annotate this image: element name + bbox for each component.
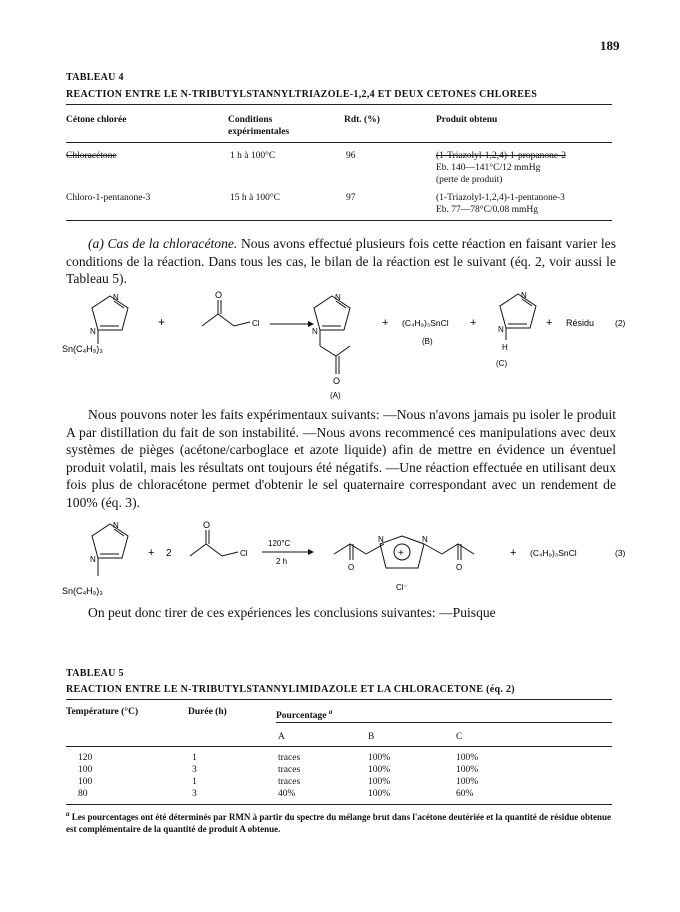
imidazole-reactant-eq3 — [92, 524, 128, 576]
eq3-cl-minus: Cl⁻ — [396, 583, 408, 592]
table5-caption: TABLEAU 5 — [66, 668, 124, 679]
eq2-n1: N — [113, 293, 119, 302]
table5-row3-c: 100% — [456, 777, 479, 787]
eq2-residue: Résidu — [566, 318, 595, 328]
eq2-o2: O — [333, 376, 341, 386]
eq3-n3: N — [378, 535, 384, 544]
eq2-label-a: (A) — [330, 391, 341, 400]
table4-title: REACTION ENTRE LE N-TRIBUTYLSTANNYLTRIAZOLE-1,2,4 ET DEUX CETONES CHLOREES — [66, 89, 538, 100]
table5-subheader-c: C — [456, 732, 463, 742]
table4-header-rule — [66, 142, 612, 143]
eq3-arrowhead — [308, 549, 314, 555]
table5-row3-duration: 1 — [192, 777, 197, 787]
eq3-temp: 120°C — [268, 539, 291, 548]
table4-row1-product-line3: (perte de produit) — [436, 175, 503, 185]
paragraph-3 — [66, 604, 616, 622]
table5-footnote-mark: a — [328, 708, 333, 716]
table5-header-percent: Pourcentage $^a$ — [276, 708, 333, 722]
eq3-coef: 2 — [166, 548, 172, 559]
table4-top-rule — [66, 104, 612, 105]
table4-header-yield: Rdt. (%) — [344, 115, 380, 125]
table5-row2-c: 100% — [456, 765, 479, 775]
table5-footnote-mark-2: a — [66, 810, 70, 818]
paragraph-2 — [66, 406, 616, 511]
paragraph-1 — [66, 235, 616, 288]
eq3-o1: O — [203, 520, 211, 530]
table5-row1-temp: 120 — [78, 753, 93, 763]
table5-bottom-rule — [66, 804, 612, 805]
table4-header-product: Produit obtenu — [436, 115, 498, 125]
chloroacetone — [202, 300, 250, 326]
eq3-n2: N — [90, 555, 96, 564]
eq3-plus2: + — [510, 547, 517, 559]
imidazole-reactant — [92, 296, 128, 344]
quaternary-salt — [334, 536, 474, 568]
eq3-plus-charge: + — [398, 548, 404, 559]
table5-row1-c: 100% — [456, 753, 479, 763]
table4-caption: TABLEAU 4 — [66, 72, 124, 83]
table4-header-ketone: Cétone chlorée — [66, 115, 127, 125]
eq2-n3: N — [335, 293, 341, 302]
eq3-cl: Cl — [240, 549, 248, 558]
eq2-plus1: + — [158, 315, 166, 329]
eq2-h: H — [502, 343, 508, 352]
eq2-sn: Sn(C₄H₉)₃ — [62, 344, 103, 354]
table4-row1-conditions: 1 h à 100°C — [230, 151, 276, 161]
table5-footnote — [66, 808, 612, 835]
table5-row3-b: 100% — [368, 777, 391, 787]
table4-row1-yield: 96 — [346, 151, 356, 161]
table5-row1-b: 100% — [368, 753, 391, 763]
eq3-o3: O — [456, 563, 463, 572]
table4-bottom-rule — [66, 220, 612, 221]
eq2-number: (2) — [615, 318, 626, 328]
table5-row4-temp: 80 — [78, 789, 88, 799]
eq2-n2: N — [90, 327, 96, 336]
table4-row1-product-line2: Eb. 140—141°C/12 mmHg — [436, 163, 541, 173]
table4-row1-ketone: Chloracétone — [66, 151, 117, 161]
table5-title: REACTION ENTRE LE N-TRIBUTYLSTANNYLIMIDAZOLE ET LA CHLORACETONE (éq. 2) — [66, 684, 515, 695]
eq3-o2: O — [348, 563, 355, 572]
eq2-label-c: (C) — [496, 359, 508, 368]
table5-header-temp: Température (°C) — [66, 707, 139, 717]
table5-row3-temp: 100 — [78, 777, 93, 787]
table5-row1-duration: 1 — [192, 753, 197, 763]
chloroacetone-eq3 — [190, 530, 238, 556]
eq3-time: 2 h — [276, 557, 288, 566]
eq3-product: (C₄H₉)₃SnCl — [530, 548, 577, 558]
table4-row2-ketone: Chloro-1-pentanone-3 — [66, 193, 151, 203]
eq3-number: (3) — [615, 548, 626, 558]
table4-row1-product-line1: (1-Triazolyl-1,2,4)-1-propanone-2 — [436, 151, 566, 161]
paragraph-1-heading: (a) Cas de la chloracétone. — [88, 236, 238, 251]
eq2-n4: N — [312, 327, 318, 336]
table4-row2-product-line1: (1-Triazolyl-1,2,4)-1-pentanone-3 — [436, 193, 565, 203]
page-number: 189 — [600, 38, 620, 53]
table5-subheader-a: A — [278, 732, 285, 742]
eq2-n6: N — [498, 325, 504, 334]
equation-3-diagram — [40, 518, 660, 602]
eq3-sn: Sn(C₄H₉)₃ — [62, 586, 103, 596]
table5-row1-a: traces — [278, 753, 301, 763]
paragraph-2-text: Nous pouvons noter les faits expérimentaux suivants: —Nous n'avons jamais pu isoler le produit A par distillation du fait de son instabilité. —Nous avons recommencé ces manipulations avec deux systèmes de pièges (acétone/carboglace et azote liquide) afin de mettre en évidence un éventuel produit volatil, mais les résultats ont toujours été négatifs. —Une réaction effectuée en utilisant deux fois plus de chloracétone permet d'obtenir le sel quaternaire correspondant avec un rendement de 100% (éq. 3). — [66, 407, 616, 510]
table5-header-rule — [66, 746, 612, 747]
eq3-n1: N — [113, 521, 119, 530]
table5-footnote-text: Les pourcentages ont été déterminés par RMN à partir du spectre du mélange brut dans l'acétone deutériée et la quantité de résidue obtenue est complémentaire de la quantité de produit A obtenue. — [66, 812, 612, 834]
table5-row4-duration: 3 — [192, 789, 197, 799]
table4-row2-yield: 97 — [346, 193, 356, 203]
table5-row2-temp: 100 — [78, 765, 93, 775]
product-c — [500, 294, 536, 340]
table5-row2-duration: 3 — [192, 765, 197, 775]
eq2-plus4: + — [546, 317, 553, 329]
eq2-label-b: (B) — [422, 337, 433, 346]
table5-row4-a: 40% — [278, 789, 296, 799]
eq2-cl: Cl — [252, 319, 260, 328]
table5-header-duration: Durée (h) — [188, 707, 227, 717]
eq2-n5: N — [521, 291, 527, 300]
eq2-plus3: + — [470, 317, 477, 329]
table5-row2-b: 100% — [368, 765, 391, 775]
table5-row4-c: 60% — [456, 789, 474, 799]
table5-sub-rule — [276, 722, 612, 723]
table5-subheader-b: B — [368, 732, 375, 742]
equation-2-diagram — [40, 286, 660, 406]
eq2-product-b: (C₄H₉)₃SnCl — [402, 318, 449, 328]
eq3-n4: N — [422, 535, 428, 544]
table5-row4-b: 100% — [368, 789, 391, 799]
table5-row2-a: traces — [278, 765, 301, 775]
table4-row2-conditions: 15 h à 100°C — [230, 193, 280, 203]
table4-row2-product-line2: Eb. 77—78°C/0.08 mmHg — [436, 205, 538, 215]
table5-row3-a: traces — [278, 777, 301, 787]
eq3-plus1: + — [148, 547, 155, 559]
paragraph-1-body: Nous avons effectué plusieurs fois cette réaction en faisant varier les conditions de la réaction. Dans tous les cas, le bilan de la réaction est le suivant (éq. 2, voir aussi le Tableau 5). — [66, 236, 616, 286]
eq2-plus2: + — [382, 317, 389, 329]
table5-top-rule — [66, 699, 612, 700]
paragraph-3-text: On peut donc tirer de ces expériences les conclusions suivantes: —Puisque — [88, 605, 496, 620]
eq2-o1: O — [215, 290, 223, 300]
product-a — [314, 296, 350, 374]
table4-header-conditions: Conditions expérimentales — [228, 115, 290, 137]
